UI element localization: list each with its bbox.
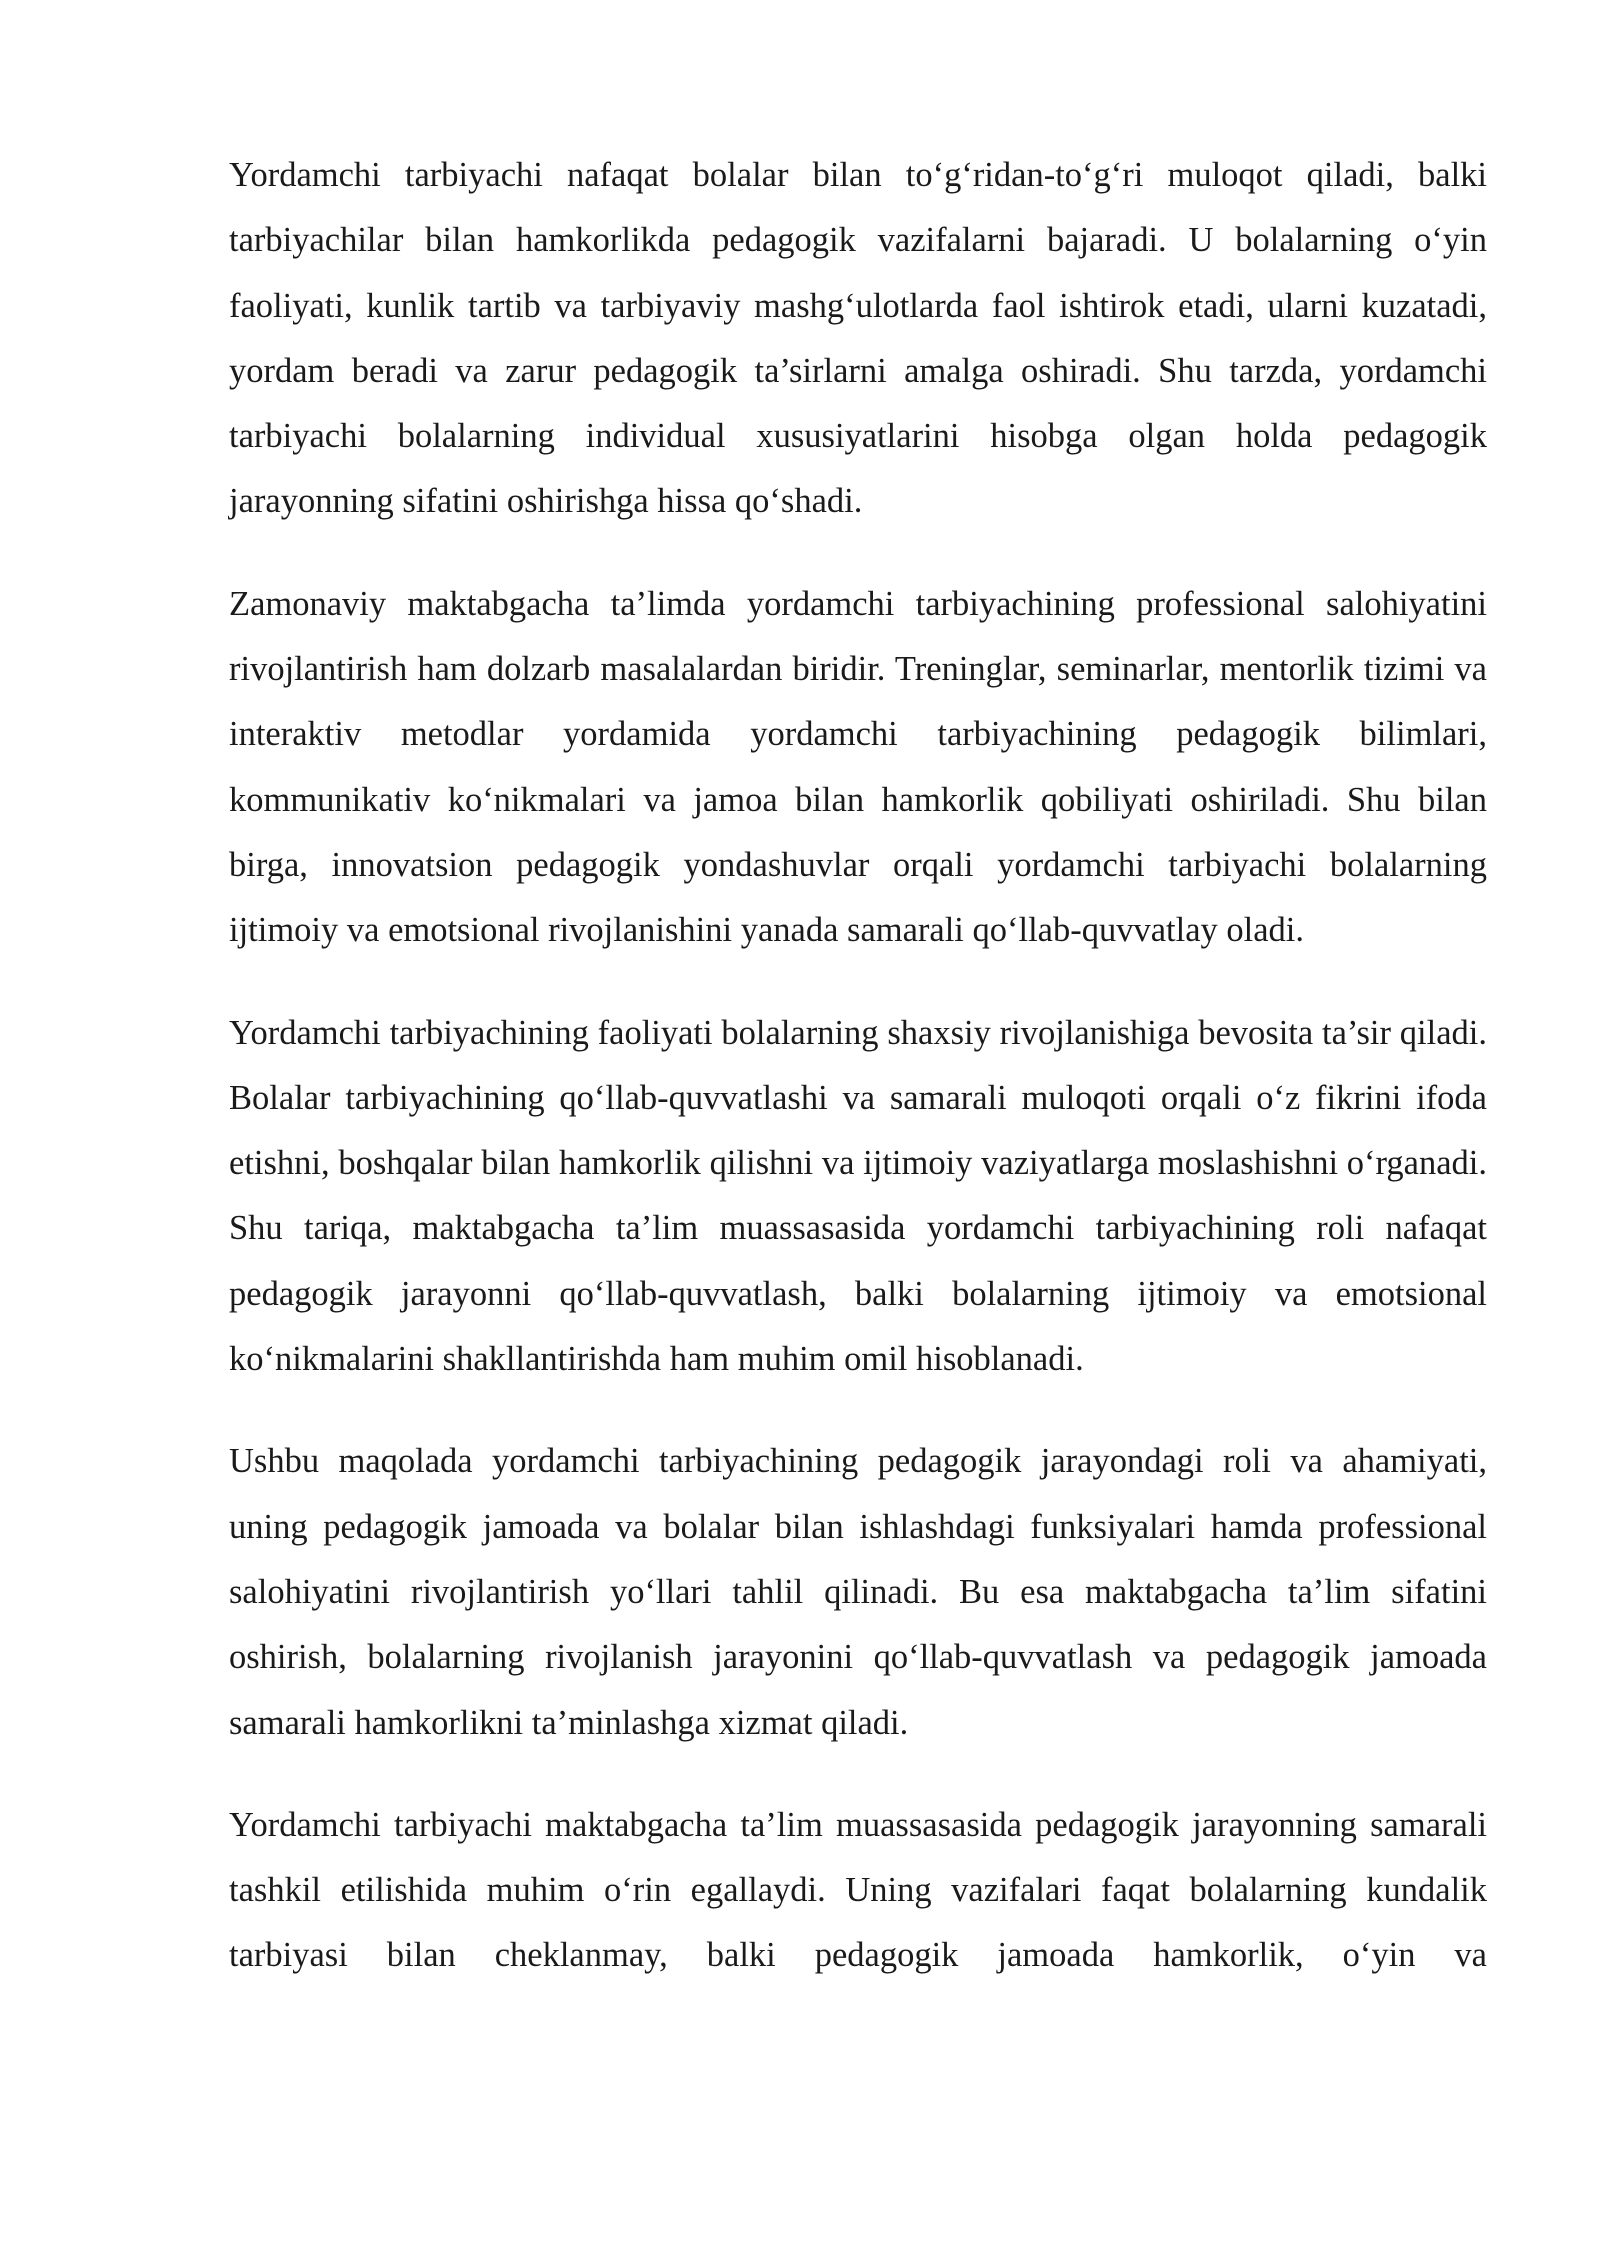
document-body [229, 143, 1487, 1989]
paragraph-3: Yordamchi tarbiyachining faoliyati bolalarning shaxsiy rivojlanishiga bevosita ta’sir qiladi. Bolalar tarbiyachining qo‘llab-quvvatlashi va samarali muloqoti orqali o‘z fikrini ifoda etishni, boshqalar bilan hamkorlik qilishni va ijtimoiy vaziyatlarga moslashishni o‘rganadi. Shu tariqa, maktabgacha ta’lim muassasasida yordamchi tarbiyachining roli nafaqat pedagogik jarayonni qo‘llab-quvvatlash, balki bolalarning ijtimoiy va emotsional ko‘nikmalarini shakllantirishda ham muhim omil hisoblanadi. [229, 1013, 1487, 1379]
paragraph-5: Yordamchi tarbiyachi maktabgacha ta’lim muassasasida pedagogik jarayonning samarali tashkil etilishida muhim o‘rin egallaydi. Uning vazifalari faqat bolalarning kundalik tarbiyasi bilan cheklanmay, balki pedagogik jamoada hamkorlik, o‘yin va [229, 1805, 1487, 1975]
paragraph-4: Ushbu maqolada yordamchi tarbiyachining pedagogik jarayondagi roli va ahamiyati, uning pedagogik jamoada va bolalar bilan ishlashdagi funksiyalari hamda professional salohiyatini rivojlantirish yo‘llari tahlil qilinadi. Bu esa maktabgacha ta’lim sifatini oshirish, bolalarning rivojlanish jarayonini qo‘llab-quvvatlash va pedagogik jamoada samarali hamkorlikni ta’minlashga xizmat qiladi. [229, 1442, 1487, 1742]
paragraph-2: Zamonaviy maktabgacha ta’limda yordamchi tarbiyachining professional salohiyatini rivojlantirish ham dolzarb masalalardan biridir. Treninglar, seminarlar, mentorlik tizimi va interaktiv metodlar yordamida yordamchi tarbiyachining pedagogik bilimlari, kommunikativ ko‘nikmalari va jamoa bilan hamkorlik qobiliyati oshiriladi. Shu bilan birga, innovatsion pedagogik yondashuvlar orqali yordamchi tarbiyachi bolalarning ijtimoiy va emotsional rivojlanishini yanada samarali qo‘llab-quvvatlay oladi. [229, 584, 1487, 950]
paragraph-1: Yordamchi tarbiyachi nafaqat bolalar bilan to‘g‘ridan-to‘g‘ri muloqot qiladi, balki tarbiyachilar bilan hamkorlikda pedagogik vazifalarni bajaradi. U bolalarning o‘yin faoliyati, kunlik tartib va tarbiyaviy mashg‘ulotlarda faol ishtirok etadi, ularni kuzatadi, yordam beradi va zarur pedagogik ta’sirlarni amalga oshiradi. Shu tarzda, yordamchi tarbiyachi bolalarning individual xususiyatlarini hisobga olgan holda pedagogik jarayonning sifatini oshirishga hissa qo‘shadi. [229, 156, 1487, 521]
